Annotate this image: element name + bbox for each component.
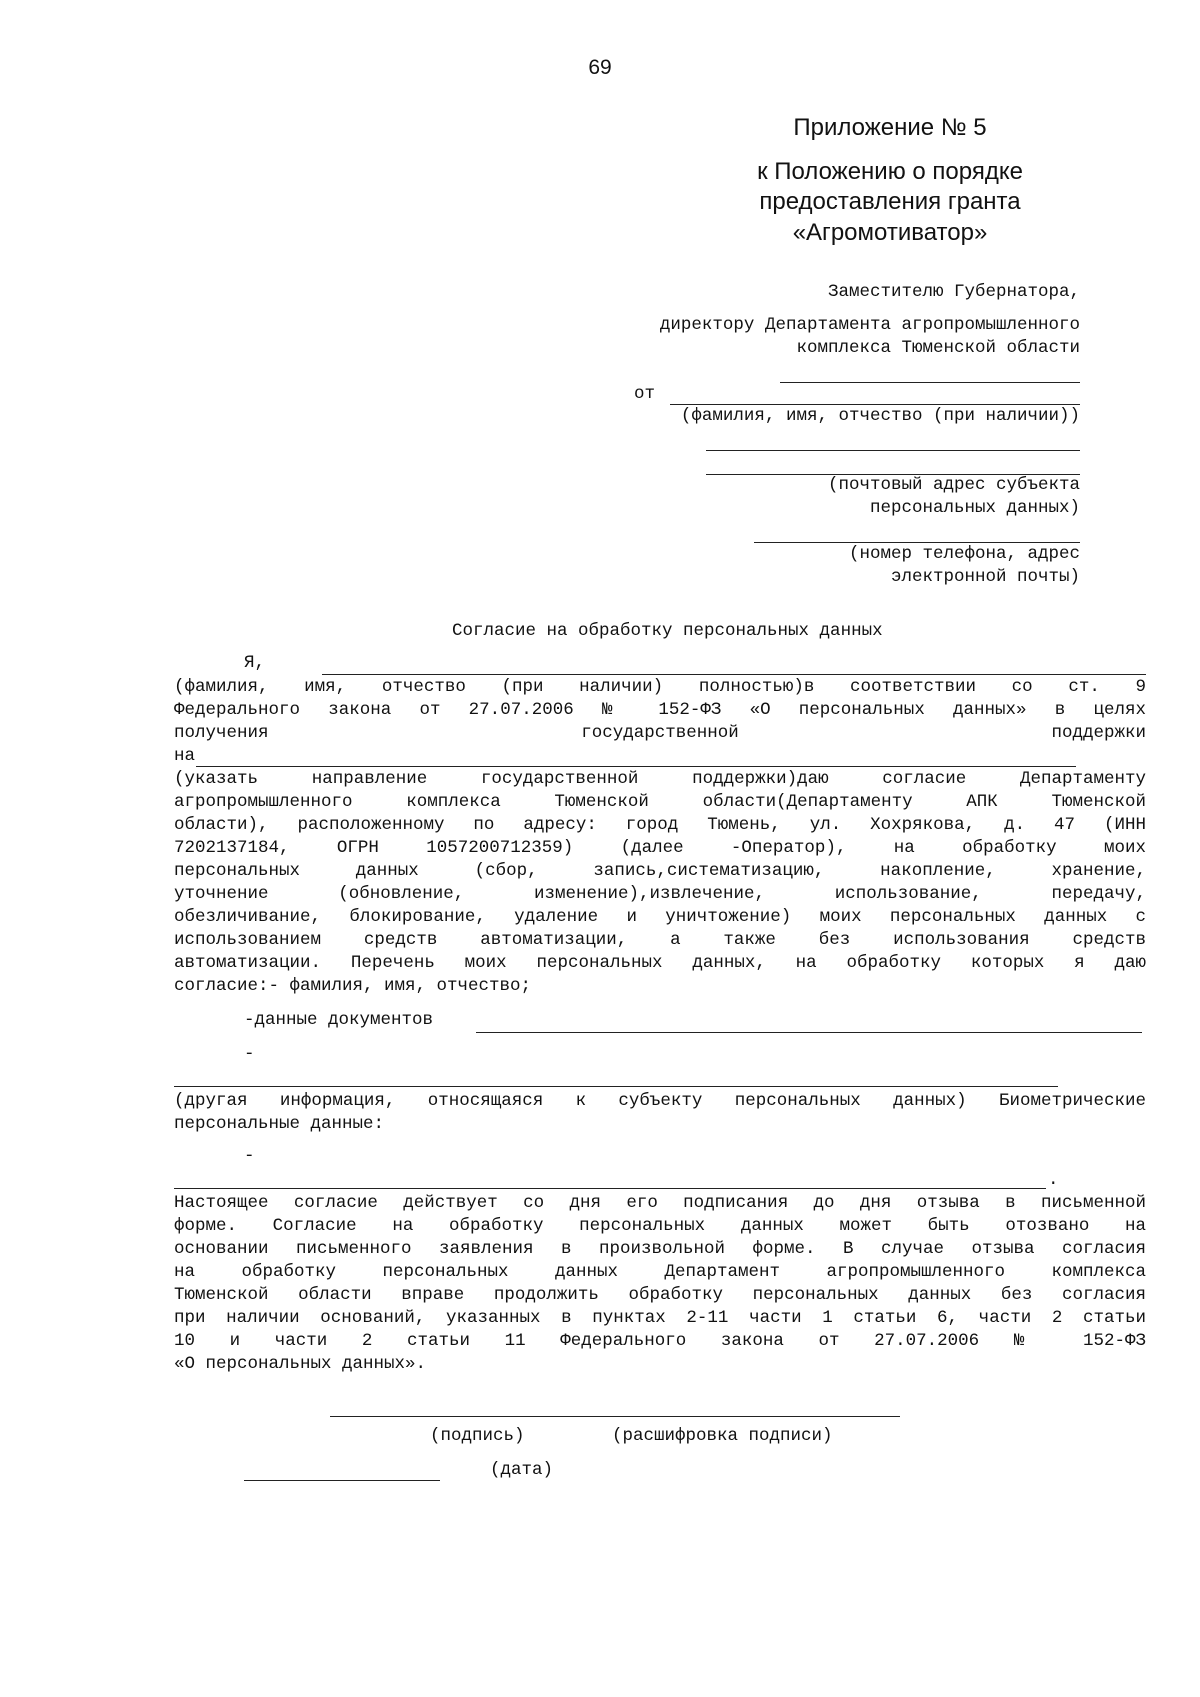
body-line-8: персональных данных (сбор, запись,систематизацию, накопление, хранение, — [174, 861, 1146, 881]
consent-title: Согласие на обработку персональных данных — [452, 621, 883, 641]
ya-label: Я, — [244, 653, 266, 673]
biometric-period: . — [1048, 1170, 1059, 1190]
date-label: (дата) — [490, 1460, 554, 1480]
from-label: от — [634, 384, 656, 404]
body-line-9: уточнение (обновление, изменение),извлечение, использование, передачу, — [174, 884, 1146, 904]
blank-line-1 — [780, 382, 1080, 383]
body-line-12: автоматизации. Перечень моих персональных данных, на обработку которых я даю — [174, 953, 1146, 973]
list-intro: согласие:- фамилия, имя, отчество; — [174, 976, 532, 996]
signature-decode-label: (расшифровка подписи) — [612, 1426, 833, 1446]
body-line-7: 7202137184, ОГРН 1057200712359) (далее -Оператор), на обработку моих — [174, 838, 1146, 858]
body-line-1: (фамилия, имя, отчество (при наличии) полностью)в соответствии со ст. 9 — [174, 677, 1146, 697]
signature-label: (подпись) — [430, 1426, 525, 1446]
biometric-blank-line — [174, 1188, 1046, 1189]
appendix-line-3: «Агромотиватор» — [792, 219, 988, 246]
docs-label: -данные документов — [244, 1010, 434, 1030]
validity-last-line: «О персональных данных». — [174, 1354, 427, 1374]
dash-item: - — [244, 1044, 255, 1064]
phone-hint-2: электронной почты) — [890, 567, 1080, 587]
validity-line-6: при наличии оснований, указанных в пунктах 2-11 части 1 статьи 6, части 2 статьи — [174, 1308, 1146, 1328]
body-line-6: области), расположенному по адресу: город Тюмень, ул. Хохрякова, д. 47 (ИНН — [174, 815, 1146, 835]
other-info-blank-line — [174, 1086, 1058, 1087]
page-number: 69 — [588, 56, 612, 79]
support-blank-line — [196, 766, 1076, 767]
addressee-line-2: директору Департамента агропромышленного — [659, 315, 1080, 335]
body-line-2: Федерального закона от 27.07.2006 № 152-ФЗ «О персональных данных» в целях — [174, 700, 1146, 720]
docs-blank-line — [476, 1032, 1142, 1033]
phone-hint-1: (номер телефона, адрес — [848, 544, 1080, 564]
na-label: на — [174, 746, 196, 766]
appendix-title: Приложение № 5 — [793, 114, 987, 141]
validity-line-1: Настоящее согласие действует со дня его подписания до дня отзыва в письменной — [174, 1193, 1146, 1213]
date-blank-line — [244, 1480, 440, 1481]
address-hint-2: персональных данных) — [869, 498, 1080, 518]
address-blank-line-1 — [706, 450, 1080, 451]
fio-hint: (фамилия, имя, отчество (при наличии)) — [680, 406, 1080, 426]
other-info-line: (другая информация, относящаяся к субъекту персональных данных) Биометрические — [174, 1091, 1146, 1111]
fio-blank-line — [670, 404, 1080, 405]
body-line-4: (указать направление государственной поддержки)даю согласие Департаменту — [174, 769, 1146, 789]
validity-line-7: 10 и части 2 статьи 11 Федерального закона от 27.07.2006 № 152-ФЗ — [174, 1331, 1146, 1351]
body-line-11: использованием средств автоматизации, а также без использования средств — [174, 930, 1146, 950]
validity-line-5: Тюменской области вправе продолжить обработку персональных данных без согласия — [174, 1285, 1146, 1305]
addressee-line-1: Заместителю Губернатора, — [827, 282, 1080, 302]
validity-line-3: основании письменного заявления в произвольной форме. В случае отзыва согласия — [174, 1239, 1146, 1259]
body-line-3: получения государственной поддержки — [174, 723, 1146, 743]
biometric-line: персональные данные: — [174, 1114, 385, 1134]
appendix-line-2: предоставления гранта — [759, 188, 1021, 215]
appendix-line-1: к Положению о порядке — [757, 158, 1023, 185]
ya-blank-line — [322, 674, 1146, 675]
body-line-5: агропромышленного комплекса Тюменской области(Департаменту АПК Тюменской — [174, 792, 1146, 812]
validity-line-4: на обработку персональных данных Департамент агропромышленного комплекса — [174, 1262, 1146, 1282]
phone-blank-line — [754, 542, 1080, 543]
validity-line-2: форме. Согласие на обработку персональных данных может быть отозвано на — [174, 1216, 1146, 1236]
address-hint-1: (почтовый адрес субъекта — [827, 475, 1080, 495]
dash-item-2: - — [244, 1146, 255, 1166]
signature-blank-line — [330, 1416, 900, 1417]
body-line-10: обезличивание, блокирование, удаление и уничтожение) моих персональных данных с — [174, 907, 1146, 927]
addressee-line-3: комплекса Тюменской области — [796, 338, 1080, 358]
